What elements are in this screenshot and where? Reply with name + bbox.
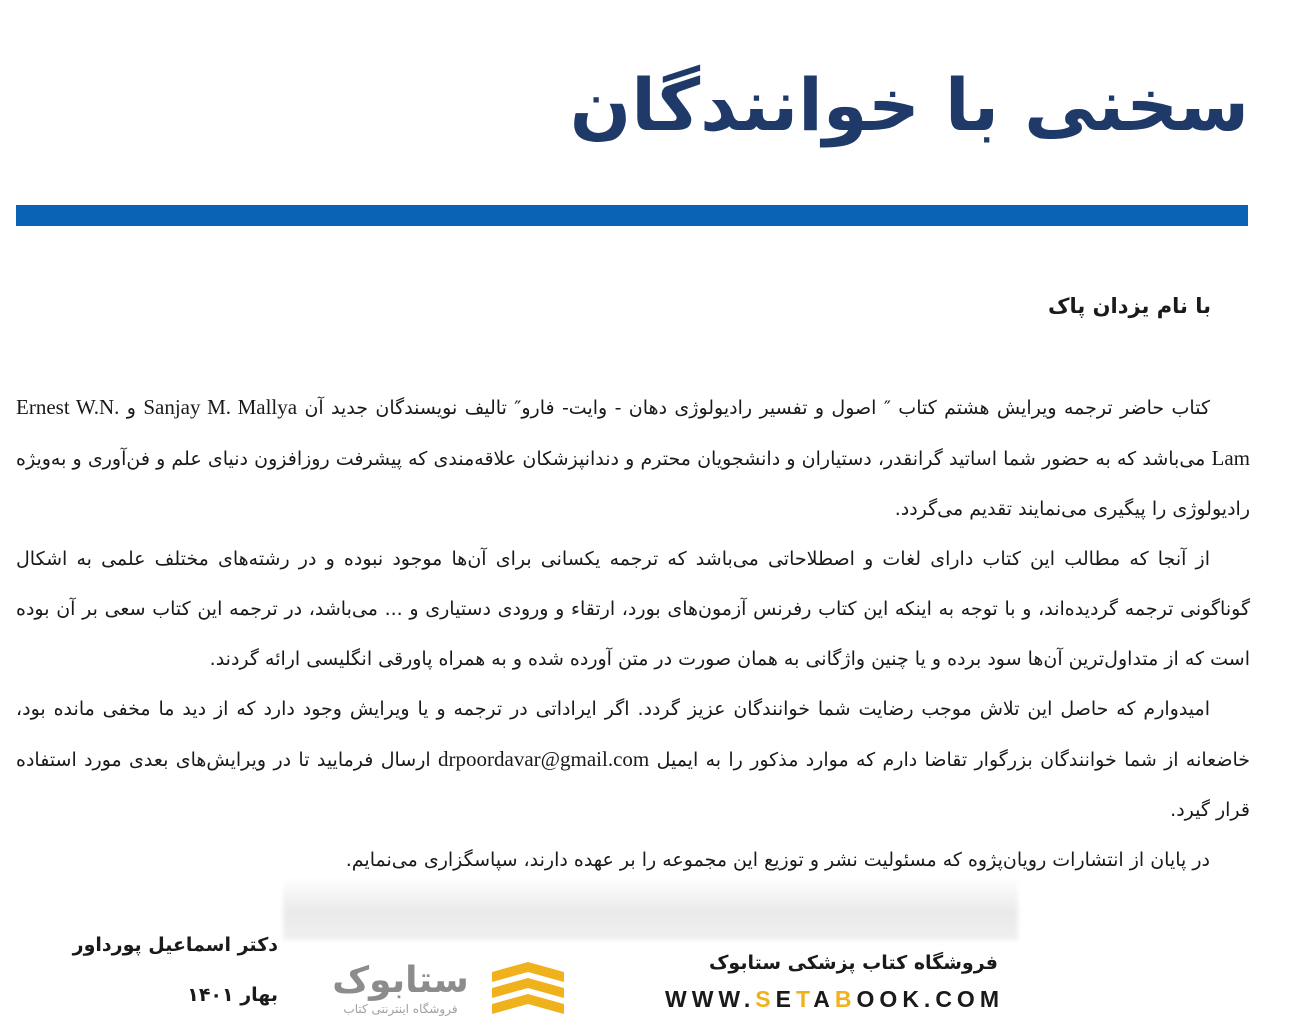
logo-wordmark: ستابوک: [332, 960, 469, 1001]
conjunction-text: و: [119, 397, 144, 419]
page-title: سخنی با خوانندگان: [569, 63, 1249, 147]
paragraph-intro-text: می‌باشد که به حضور شما اساتید گرانقدر، دستیاران و دانشجویان محترم و دندانپزشکان علاقه‌مندی که پیشرفت روزافزون دنیای علم و فن‌آوری و به‌ویژه رادیولوژی را پیگیری می‌نمایند تقدیم می‌گردد.: [16, 448, 1250, 520]
preface-body: [16, 382, 1250, 885]
url-part-highlight: S: [755, 986, 776, 1012]
url-part-highlight: T: [795, 986, 814, 1012]
store-name: فروشگاه کتاب پزشکی ستابوک: [708, 952, 998, 974]
url-part: OOK.COM: [856, 986, 1004, 1012]
title-divider: [16, 205, 1248, 226]
paragraph-feedback: [16, 684, 1250, 835]
url-part: WWW.: [665, 986, 756, 1012]
paragraph-feedback-text: امیدوارم که حاصل این تلاش موجب رضایت شما خوانندگان عزیز گردد. اگر ایراداتی در ترجمه و یا ویرایش وجود دارد که از دید ما مخفی مانده بود، خاضعانه از شما خوانندگان بزرگوار تقاضا دارم که موارد مذکور را به ایمیل: [16, 698, 1250, 771]
author-name: Ernest W.N. Lam: [16, 395, 1250, 470]
url-part-highlight: B: [834, 986, 857, 1012]
paragraph-intro: [16, 382, 1250, 534]
logo-subtitle: فروشگاه اینترنتی کتاب: [343, 1002, 458, 1016]
signature-block: [18, 928, 278, 1028]
store-promo-banner[interactable]: [300, 950, 1020, 1020]
salutation: با نام یزدان پاک: [1048, 294, 1211, 318]
store-logo: [318, 960, 568, 1020]
promo-shadow: [283, 878, 1018, 940]
paragraph-thanks: در پایان از انتشارات رویان‌پژوه که مسئولیت نشر و توزیع این مجموعه را بر عهده دارند، سپاسگزاری می‌نمایم.: [345, 849, 1210, 871]
paragraph-intro-text: کتاب حاضر ترجمه ویرایش هشتم کتاب ″ اصول و تفسیر رادیولوژی دهان - وایت- فارو″ تالیف نویسندگان جدید آن: [297, 397, 1211, 419]
signature-name: دکتر اسماعیل پورداور: [72, 934, 278, 956]
chevron-logo-icon: [488, 960, 568, 1020]
author-name: Sanjay M. Mallya: [143, 395, 298, 419]
email-link[interactable]: drpoordavar@gmail.com: [438, 747, 650, 771]
store-url[interactable]: [665, 986, 1004, 1013]
url-part: A: [813, 986, 835, 1012]
signature-date: بهار ۱۴۰۱: [187, 984, 278, 1006]
paragraph-terminology: از آنجا که مطالب این کتاب دارای لغات و اصطلاحاتی می‌باشد که ترجمه یکسانی برای آن‌ها موجود نبوده و در رشته‌های مختلف علمی به اشکال گوناگونی ترجمه گردیده‌اند، و با توجه به اینکه این کتاب رفرنس آزمون‌های بورد، ارتقاء و ورودی دستیاری و ... می‌باشد، در ترجمه این کتاب سعی بر آن بوده است که از متداول‌ترین آن‌ها سود برده و یا چنین واژگانی به همان صورت در متن آورده شده و به همراه پاورقی انگلیسی ارائه گردند.: [16, 548, 1250, 670]
paragraph-feedback-text: ارسال فرمایید تا در ویرایش‌های بعدی مورد استفاده قرار گیرد.: [16, 749, 1250, 821]
url-part: E: [775, 986, 796, 1012]
